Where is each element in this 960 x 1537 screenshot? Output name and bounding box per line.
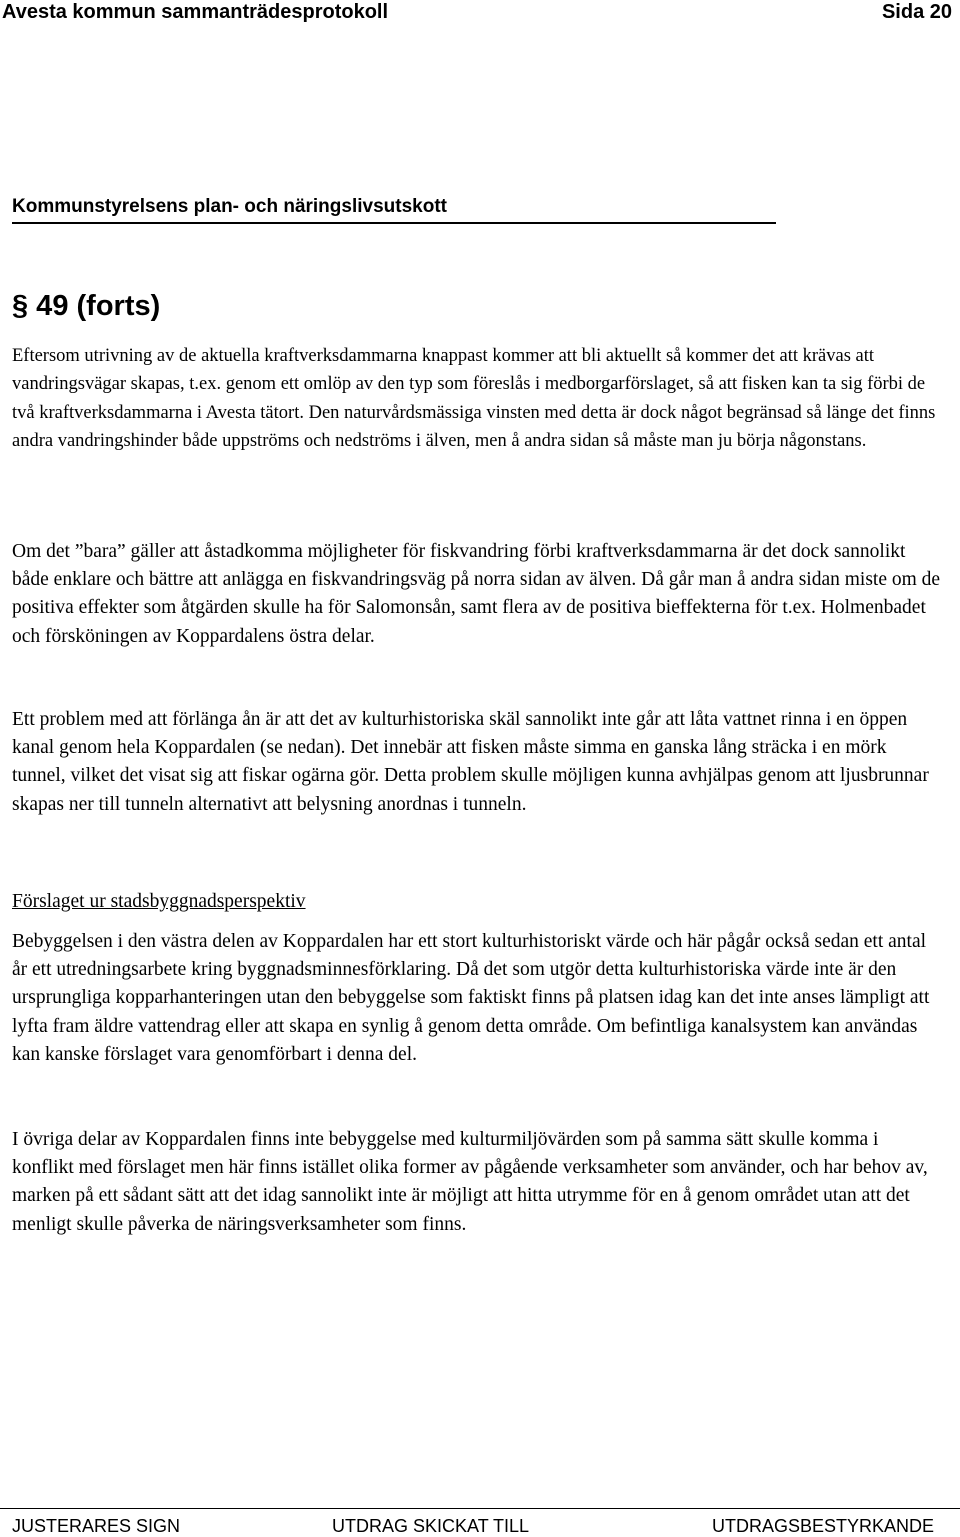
paragraph-tunnel-problem: Ett problem med att förlänga ån är att det av kulturhistoriska skäl sannolikt inte går att låta vattnet rinna i en öppen kanal genom hela Koppardalen (se nedan). Det innebär att fisken måste simma en ganska lång sträcka i en mörk tunnel, vilket det visat sig att fiskar ogärna gör. Detta problem skulle möjligen kunna avhjälpas genom att ljusbrunnar skapas ner till tunneln alternativt att belysning anordnas i tunneln. — [12, 709, 929, 815]
page-header — [0, 0, 960, 28]
paragraph-alternative-route: Om det ”bara” gäller att åstadkomma möjligheter för fiskvandring förbi kraftverksdammarna är det dock sannolikt både enklare och bättre att anlägga en fiskvandringsväg på norra sidan av älven. Då går man å andra sidan miste om de positiva effekter som åtgärden skulle ha för Salomonsån, samt flera av de positiva bieffekterna för t.ex. Holmenbadet och försköningen av Koppardalens östra delar. — [12, 541, 941, 647]
footer-signature-label: JUSTERARES SIGN — [12, 1516, 181, 1536]
paragraph-cultural-heritage: Bebyggelsen i den västra delen av Koppardalen har ett stort kulturhistoriskt värde och här pågår också sedan ett antal år ett utredningsarbete kring byggnadsminnesförklaring. Då det som utgör detta kulturhistoriska värde inte är den ursprungliga kopparhanteringen utan den bebyggelse som faktiskt finns på platsen idag kan det inte anses lämpligt att lyfta fram äldre vattendrag eller att skapa en synlig å genom detta område. Om befintliga kanalsystem kan användas kan kanske förslaget vara genomförbart i denna del. — [12, 931, 930, 1065]
page-footer — [0, 1508, 960, 1537]
subheading-city-planning: Förslaget ur stadsbyggnadsperspektiv — [12, 891, 306, 912]
footer-certify-label: UTDRAGSBESTYRKANDE — [711, 1516, 934, 1536]
paragraph-other-areas: I övriga delar av Koppardalen finns inte bebyggelse med kulturmiljövärden som på samma sätt skulle komma i konflikt med förslaget men här finns istället olika former av pågående verksamheter som använder, och har behov av, marken på ett sådant sätt att det idag sannolikt inte är möjligt att hitta utrymme för en å genom området utan att det menligt skulle påverka de näringsverksamheter som finns. — [12, 1129, 928, 1235]
paragraph-fish-migration: Eftersom utrivning av de aktuella kraftverksdammarna knappast kommer att bli aktuellt så kommer det att krävas att vandringsvägar skapas, t.ex. genom ett omlöp av den typ som föreslås i medborgarförslaget, så att fisken kan ta sig förbi de två kraftverksdammarna i Avesta tätort. Den naturvårdsmässiga vinsten med detta är dock något begränsad så länge det finns andra vandringshinder både uppströms och nedströms i älven, men å andra sidan så måste man ju börja någonstans. — [12, 346, 936, 452]
document-title: Avesta kommun sammanträdesprotokoll — [2, 1, 389, 23]
page-number: Sida 20 — [881, 1, 952, 23]
section-title: § 49 (forts) — [12, 290, 161, 322]
committee-name: Kommunstyrelsens plan- och näringslivsutskott — [12, 196, 447, 217]
footer-sent-label: UTDRAG SKICKAT TILL — [332, 1516, 530, 1536]
committee-heading — [12, 196, 776, 224]
